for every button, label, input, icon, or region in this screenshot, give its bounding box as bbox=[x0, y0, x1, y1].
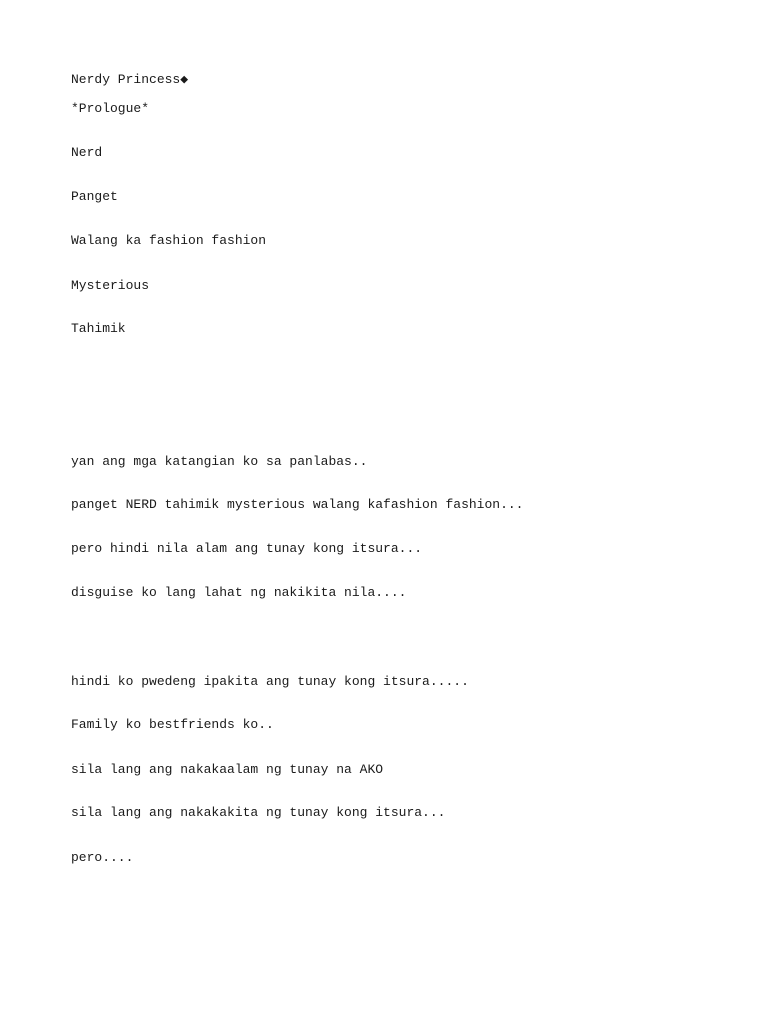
text-line: Mysterious bbox=[71, 278, 150, 293]
text-line: Tahimik bbox=[71, 321, 126, 336]
text-line: sila lang ang nakakaalam ng tunay na AKO bbox=[71, 762, 384, 777]
document-title: Nerdy Princess◆ bbox=[71, 72, 189, 87]
text-line: sila lang ang nakakakita ng tunay kong itsura... bbox=[71, 805, 446, 820]
text-line: pero.... bbox=[71, 850, 134, 865]
document-subtitle: *Prologue* bbox=[71, 101, 150, 116]
text-line: Family ko bestfriends ko.. bbox=[71, 717, 274, 732]
text-line: hindi ko pwedeng ipakita ang tunay kong itsura..... bbox=[71, 674, 469, 689]
text-line: Nerd bbox=[71, 145, 103, 160]
text-line: pero hindi nila alam ang tunay kong itsura... bbox=[71, 541, 423, 556]
text-line: yan ang mga katangian ko sa panlabas.. bbox=[71, 454, 368, 469]
text-line: panget NERD tahimik mysterious walang kafashion fashion... bbox=[71, 497, 524, 512]
text-line: disguise ko lang lahat ng nakikita nila.... bbox=[71, 585, 407, 600]
text-line: Panget bbox=[71, 189, 118, 204]
text-line: Walang ka fashion fashion bbox=[71, 233, 267, 248]
